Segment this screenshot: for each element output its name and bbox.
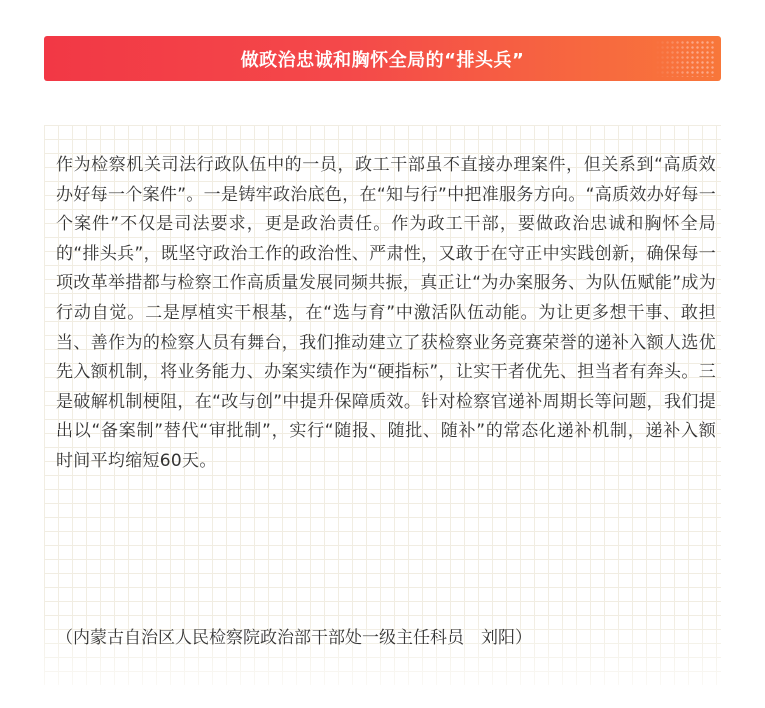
section-title: 做政治忠诚和胸怀全局的“排头兵” [240,49,525,71]
dot-pattern-decoration [655,40,715,77]
author-byline: （内蒙古自治区人民检察院政治部干部处一级主任科员 刘阳） [56,628,532,648]
title-banner [44,36,721,81]
article-body: 作为检察机关司法行政队伍中的一员，政工干部虽不直接办理案件，但关系到“高质效办好每一个案件”。一是铸牢政治底色，在“知与行”中把准服务方向。“高质效办好每一个案件”不仅是司法要求，更是政治责任。作为政工干部，要做政治忠诚和胸怀全局的“排头兵”，既坚守政治工作的政治性、严肃性，又敢于在守正中实践创新，确保每一项改革举措都与检察工作高质量发展同频共振，真正让“为办案服务、为队伍赋能”成为行动自觉。二是厚植实干根基，在“选与育”中激活队伍动能。为让更多想干事、敢担当、善作为的检察人员有舞台，我们推动建立了获检察业务竞赛荣誉的递补入额人选优先入额机制，将业务能力、办案实绩作为“硬指标”，让实干者优先、担当者有奔头。三是破解机制梗阻，在“改与创”中提升保障质效。针对检察官递补周期长等问题，我们提出以“备案制”替代“审批制”，实行“随报、随批、随补”的常态化递补机制，递补入额时间平均缩短60天。 [56,155,716,471]
